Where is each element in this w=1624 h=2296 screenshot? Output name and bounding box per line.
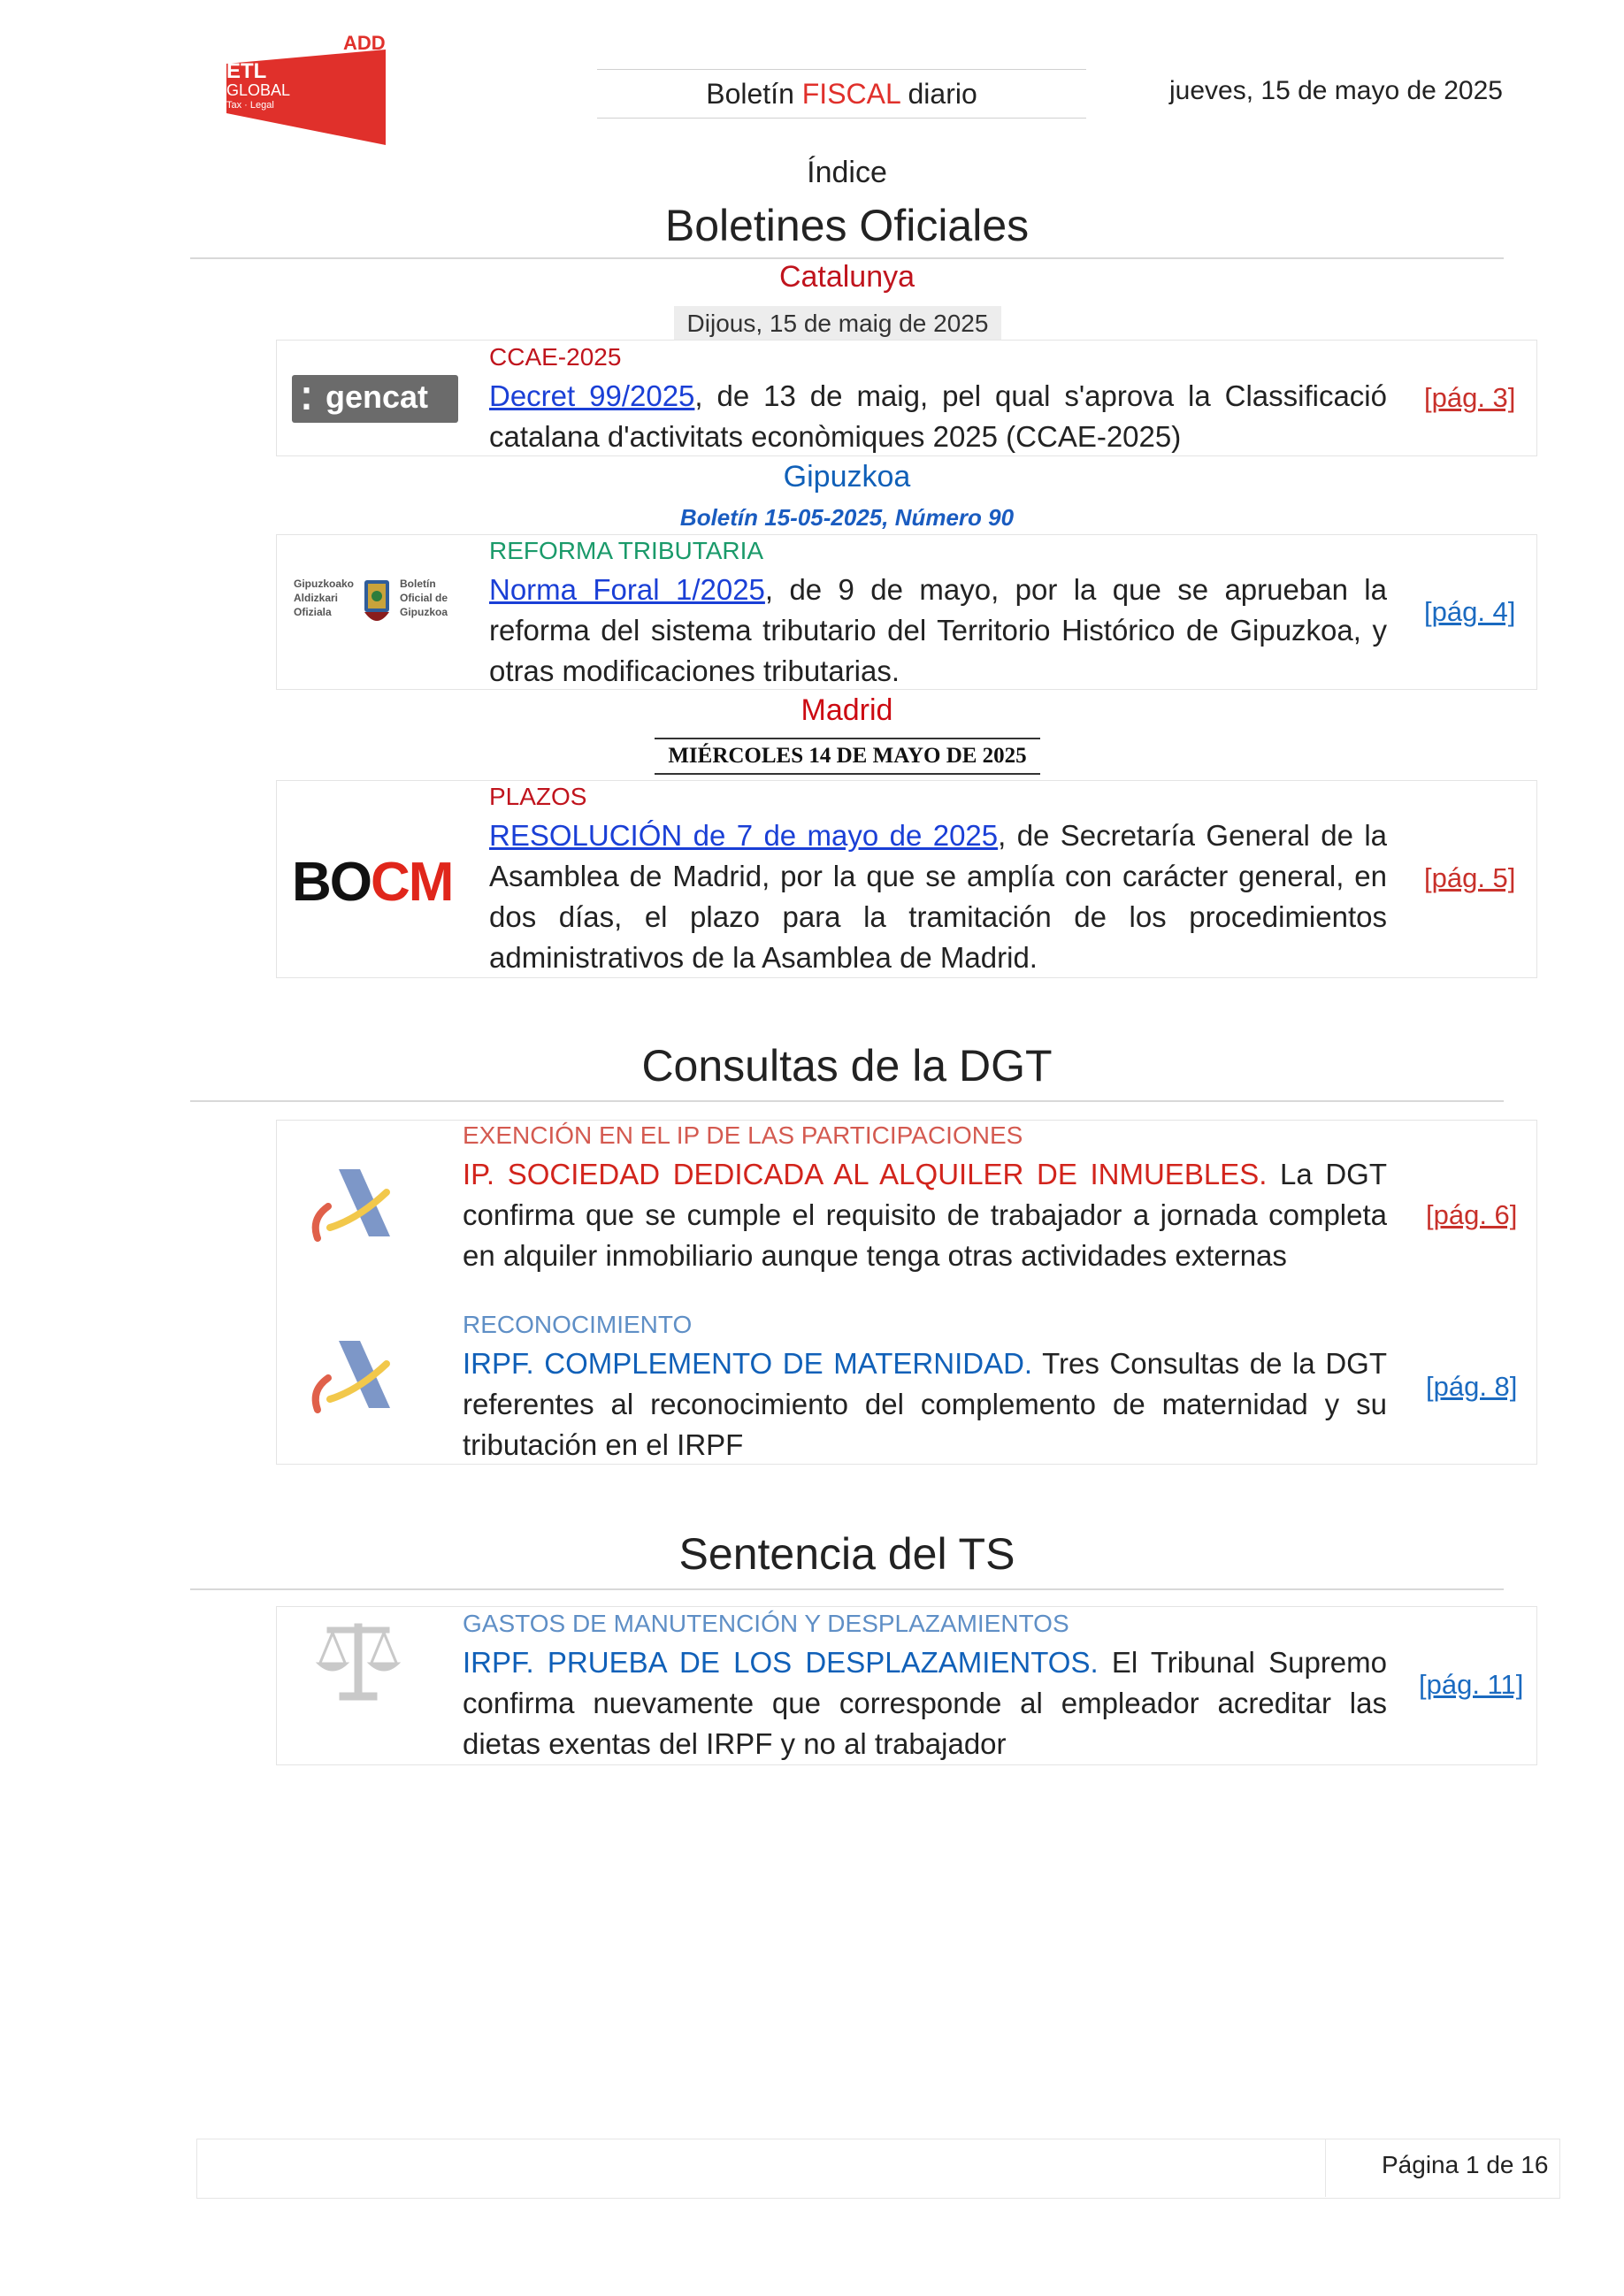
bocm-logo: BOCM (292, 852, 453, 913)
footer-divider (1325, 2139, 1326, 2197)
index-heading: Índice (807, 156, 887, 189)
tag-dgt-1: EXENCIÓN EN EL IP DE LAS PARTICIPACIONES (463, 1121, 1023, 1149)
page-ref-gipuzkoa[interactable]: [pág. 4] (1424, 596, 1516, 627)
dgt-entry-2: IRPF. COMPLEMENTO DE MATERNIDAD. Tres Consultas de la DGT referentes al reconocimiento del complemento de maternidad y su tributación en el IRPF (463, 1347, 1387, 1461)
madrid-date: MIÉRCOLES 14 DE MAYO DE 2025 (655, 738, 1040, 775)
divider (190, 1588, 1504, 1590)
gipuzkoa-entry: Norma Foral 1/2025, de 9 de mayo, por la que se aprueban la reforma del sistema tributario del Territorio Histórico de Gipuzkoa, y otras modificaciones tributarias. (489, 573, 1387, 687)
region-catalunya: Catalunya (778, 260, 915, 294)
region-gipuzkoa: Gipuzkoa (783, 460, 911, 494)
tag-dgt-2: RECONOCIMIENTO (463, 1311, 693, 1338)
scales-of-justice-icon (310, 1615, 407, 1717)
logo-brand-top: ETL (226, 59, 267, 83)
catalunya-entry: Decret 99/2025, de 13 de maig, pel qual s'aprova la Classificació catalana d'activitats econòmiques 2025 (CCAE-2025) (489, 379, 1387, 453)
madrid-entry: RESOLUCIÓN de 7 de mayo de 2025, de Secretaría General de la Asamblea de Madrid, por la que se amplía con carácter general, en dos días, el plazo para la tramitación de los procedimientos administrativos de la Asamblea de Madrid. (489, 819, 1388, 974)
dgt-lead-1: IP. SOCIEDAD DEDICADA AL ALQUILER DE INMUEBLES. (463, 1158, 1268, 1190)
logo-badge: ADD (343, 32, 386, 54)
bulletin-title-accent: FISCAL (801, 78, 900, 110)
footer (196, 2139, 1560, 2199)
dgt-entry-1: IP. SOCIEDAD DEDICADA AL ALQUILER DE INMUEBLES. La DGT confirma que se cumple el requisito de trabajador a jornada completa en alquiler inmobiliario aunque tenga otras actividades externas (463, 1158, 1387, 1272)
logo-brand-mid: GLOBAL (226, 81, 291, 99)
tag-ts-1: GASTOS DE MANUTENCIÓN Y DESPLAZAMIENTOS (463, 1610, 1069, 1637)
page-ref-ts-1[interactable]: [pág. 11] (1419, 1669, 1524, 1700)
header-date: jueves, 15 de mayo de 2025 (1169, 76, 1503, 105)
tag-plazos: PLAZOS (489, 783, 587, 810)
ts-lead-1: IRPF. PRUEBA DE LOS DESPLAZAMIENTOS. (463, 1646, 1099, 1679)
gencat-logo-text: gencat (326, 379, 429, 415)
link-decret[interactable]: Decret 99/2025 (489, 379, 695, 412)
divider (190, 1100, 1504, 1102)
page-ref-dgt-1[interactable]: [pág. 6] (1426, 1199, 1518, 1230)
aeat-icon (305, 1337, 402, 1421)
link-norma-foral[interactable]: Norma Foral 1/2025 (489, 573, 765, 606)
page-ref-madrid[interactable]: [pág. 5] (1424, 862, 1516, 893)
divider (190, 257, 1504, 259)
logo-brand-bottom: Tax · Legal (226, 100, 274, 111)
tag-ccae: CCAE-2025 (489, 343, 622, 371)
aeat-icon (305, 1166, 402, 1250)
etl-global-logo (202, 32, 386, 145)
gencat-logo: ⁚ gencat (292, 375, 458, 423)
tag-reforma: REFORMA TRIBUTARIA (489, 537, 764, 564)
catalunya-date: Dijous, 15 de maig de 2025 (674, 306, 1001, 341)
link-resolucion[interactable]: RESOLUCIÓN de 7 de mayo de 2025 (489, 819, 999, 852)
bulletin-title: Boletín FISCAL diario (597, 69, 1086, 119)
region-madrid: Madrid (801, 693, 893, 727)
ts-entry-1: IRPF. PRUEBA DE LOS DESPLAZAMIENTOS. El Tribunal Supremo confirma nuevamente que corresponde al empleador acreditar las dietas exentas del IRPF y no al trabajador (463, 1646, 1388, 1760)
section-title-dgt: Consultas de la DGT (641, 1041, 1053, 1091)
section-title-boletines: Boletines Oficiales (664, 201, 1030, 250)
dgt-lead-2: IRPF. COMPLEMENTO DE MATERNIDAD. (463, 1347, 1033, 1380)
page-number: Página 1 de 16 (1382, 2151, 1549, 2178)
page-ref-catalunya[interactable]: [pág. 3] (1424, 382, 1516, 413)
section-title-ts: Sentencia del TS (678, 1529, 1015, 1579)
page-ref-dgt-2[interactable]: [pág. 8] (1426, 1371, 1518, 1402)
gipuzkoa-logo: Gipuzkoako Aldizkari Ofiziala Boletín Oficial de Gipuzkoa (294, 573, 462, 637)
gipuzkoa-date: Boletín 15-05-2025, Número 90 (679, 504, 1015, 531)
